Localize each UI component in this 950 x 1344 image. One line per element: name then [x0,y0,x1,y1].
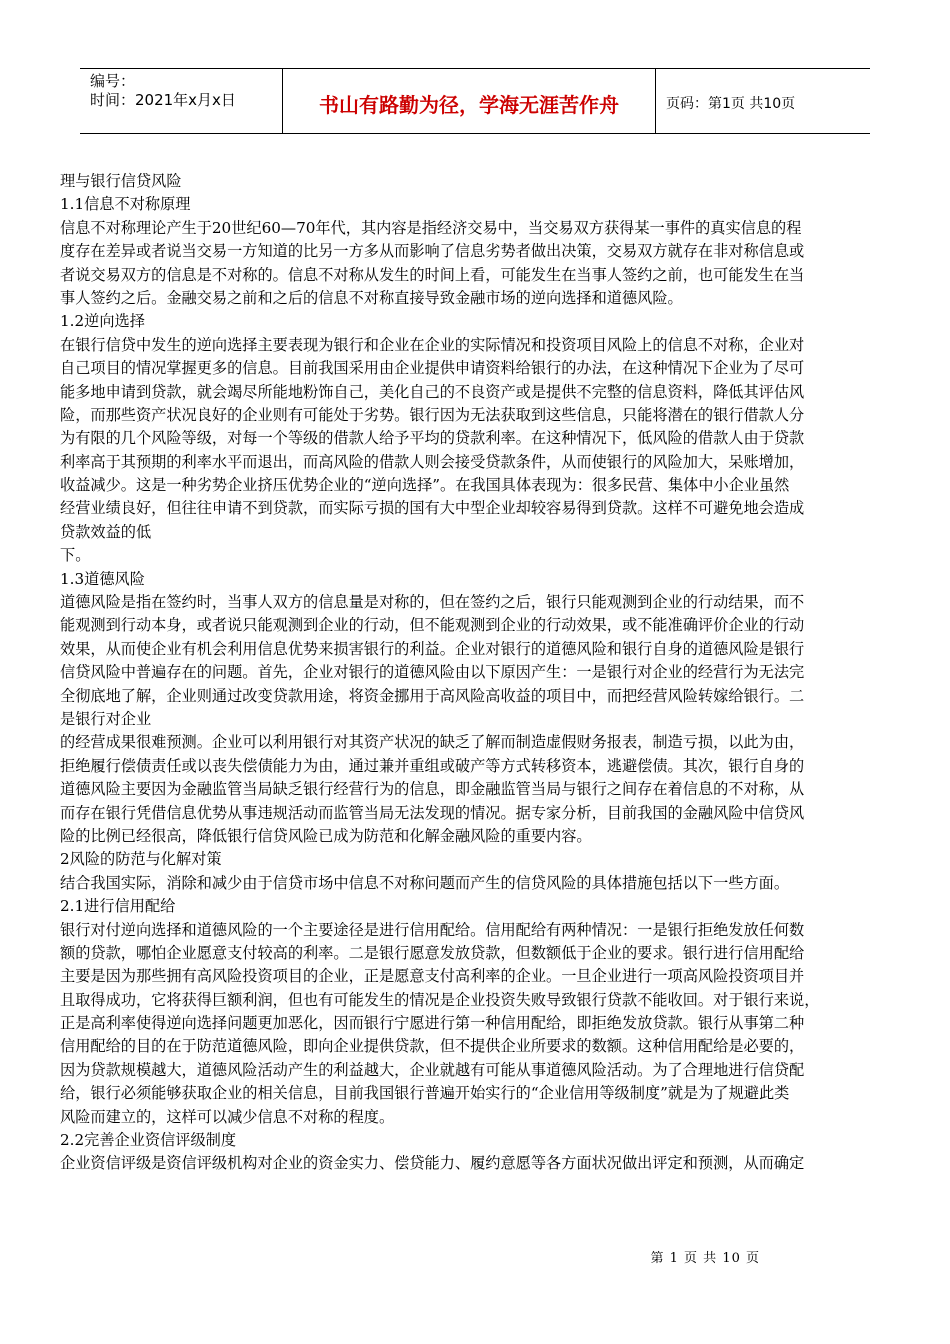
body-text-line: 信息不对称理论产生于20世纪60—70年代，其内容是指经济交易中，当交易双方获得某一事件的真实信息的程 [60,218,802,237]
body-text-line: 理与银行信贷风险 [60,172,182,190]
body-text-line: 利率高于其预期的利率水平而退出，而高风险的借款人则会接受贷款条件，从而使银行的风险加大，呆账增加， [60,452,805,471]
body-text-line: 主要是因为那些拥有高风险投资项目的企业，正是愿意支付高利率的企业。一旦企业进行一项高风险投资项目并 [60,967,805,986]
body-text-line: 自己项目的情况掌握更多的信息。目前我国采用由企业提供申请资料给银行的办法，在这种情况下企业为了尽可 [60,359,805,378]
body-text-line: 经营业绩良好，但往往申请不到贷款，而实际亏损的国有大中型企业却较容易得到贷款。这样不可避免地会造成 [60,499,805,518]
body-text-line: 银行对付逆向选择和道德风险的一个主要途径是进行信用配给。信用配给有两种情况：一是银行拒绝发放任何数 [60,920,805,939]
body-text-line: 因为贷款规模越大，道德风险活动产生的利益越大，企业就越有可能从事道德风险活动。为了合理地进行信贷配 [60,1060,805,1079]
body-text-line: 1.1信息不对称原理 [60,195,191,214]
body-text-line: 拒绝履行偿债责任或以丧失偿债能力为由，通过兼并重组或破产等方式转移资本，逃避偿债。其次，银行自身的 [60,756,805,775]
body-text-line: 收益减少。这是一种劣势企业挤压优势企业的“逆向选择”。在我国具体表现为：很多民营、集体中小企业虽然 [60,476,790,495]
body-text-line: 1.3道德风险 [60,569,145,588]
body-text-line: 事人签约之后。金融交易之前和之后的信息不对称直接导致金融市场的逆向选择和道德风险。 [60,288,683,307]
body-text-line: 者说交易双方的信息是不对称的。信息不对称从发生的时间上看，可能发生在当事人签约之前，也可能发生在当 [60,265,805,284]
header-motto: 书山有路勤为径，学海无涯苦作舟 [319,92,619,117]
body-text-line: 信用配给的目的在于防范道德风险，即向企业提供贷款，但不提供企业所要求的数额。这种信用配给是必要的， [60,1037,805,1056]
body-text-line: 额的贷款，哪怕企业愿意支付较高的利率。二是银行愿意发放贷款，但数额低于企业的要求。银行进行信用配给 [60,943,805,962]
body-text-line: 1.2逆向选择 [60,312,145,331]
header-meta [80,69,283,133]
body-text-line: 险，而那些资产状况良好的企业则有可能处于劣势。银行因为无法获取到这些信息，只能将潜在的银行借款人分 [60,405,805,424]
body-text-line: 险的比例已经很高，降低银行信贷风险已成为防范和化解金融风险的重要内容。 [60,826,592,845]
body-text-line: 的经营成果很难预测。企业可以利用银行对其资产状况的缺乏了解而制造虚假财务报表，制造亏损，以此为由， [60,733,805,752]
body-text-line: 度存在差异或者说当交易一方知道的比另一方多从而影响了信息劣势者做出决策，交易双方就存在非对称信息或 [60,242,805,261]
body-text-line: 2风险的防范与化解对策 [60,850,222,869]
body-text-line: 道德风险主要因为金融监管当局缺乏银行经营行为的信息，即金融监管当局与银行之间存在着信息的不对称，从 [60,780,805,799]
body-text-line: 2.1进行信用配给 [60,897,176,916]
body-text-line: 是银行对企业 [60,709,152,728]
body-text-line: 能多地申请到贷款，就会竭尽所能地粉饰自己，美化自己的不良资产或是提供不完整的信息资料，降低其评估风 [60,382,805,401]
body-text-line: 正是高利率使得逆向选择问题更加恶化，因而银行宁愿进行第一种信用配给，即拒绝发放贷款。银行从事第二种 [60,1014,805,1033]
body-text-line: 信贷风险中普遍存在的问题。首先，企业对银行的道德风险由以下原因产生：一是银行对企业的经营行为无法完 [60,663,805,682]
body-text-line: 下。 [60,546,91,565]
body-text-line: 全彻底地了解，企业则通过改变贷款用途，将资金挪用于高风险高收益的项目中，而把经营风险转嫁给银行。二 [60,686,805,705]
body-text-line: 效果，从而使企业有机会利用信息优势来损害银行的利益。企业对银行的道德风险和银行自身的道德风险是银行 [60,639,805,658]
body-text-line: 且取得成功，它将获得巨额利润，但也有可能发生的情况是企业投资失败导致银行贷款不能收回。对于银行来说， [60,990,820,1009]
body-text-line: 能观测到行动本身，或者说只能观测到企业的行动，但不能观测到企业的行动效果，或不能准确评价企业的行动 [60,616,805,635]
document-body [60,170,890,1176]
document-date: 时间：2021年x月x日 [90,91,236,109]
body-text-line: 而存在银行凭借信息优势从事违规活动而监管当局无法发现的情况。据专家分析，目前我国的金融风险中信贷风 [60,803,805,822]
body-text-line: 道德风险是指在签约时，当事人双方的信息量是对称的，但在签约之后，银行只能观测到企业的行动结果，而不 [60,593,805,612]
body-text-line: 贷款效益的低 [60,522,152,541]
body-text-line: 在银行信贷中发生的逆向选择主要表现为银行和企业在企业的实际情况和投资项目风险上的信息不对称，企业对 [60,335,805,354]
header-motto-cell [283,69,656,133]
document-header [80,68,870,134]
page-footer: 第 1 页 共 10 页 [650,1251,760,1266]
body-text-line: 企业资信评级是资信评级机构对企业的资金实力、偿贷能力、履约意愿等各方面状况做出评定和预测，从而确定 [60,1154,805,1173]
header-page-info: 页码：第1页 共10页 [666,96,796,112]
body-text-line: 为有限的几个风险等级，对每一个等级的借款人给予平均的贷款利率。在这种情况下，低风险的借款人由于贷款 [60,429,805,448]
body-text-line: 给，银行必须能够获取企业的相关信息，目前我国银行普遍开始实行的“企业信用等级制度”就是为了规避此类 [60,1084,790,1103]
body-text-line: 结合我国实际，消除和减少由于信贷市场中信息不对称问题而产生的信贷风险的具体措施包括以下一些方面。 [60,873,789,892]
body-text-line: 2.2完善企业资信评级制度 [60,1131,237,1150]
body-text-line: 风险而建立的，这样可以减少信息不对称的程度。 [60,1107,395,1126]
document-number-label: 编号： [90,72,136,90]
